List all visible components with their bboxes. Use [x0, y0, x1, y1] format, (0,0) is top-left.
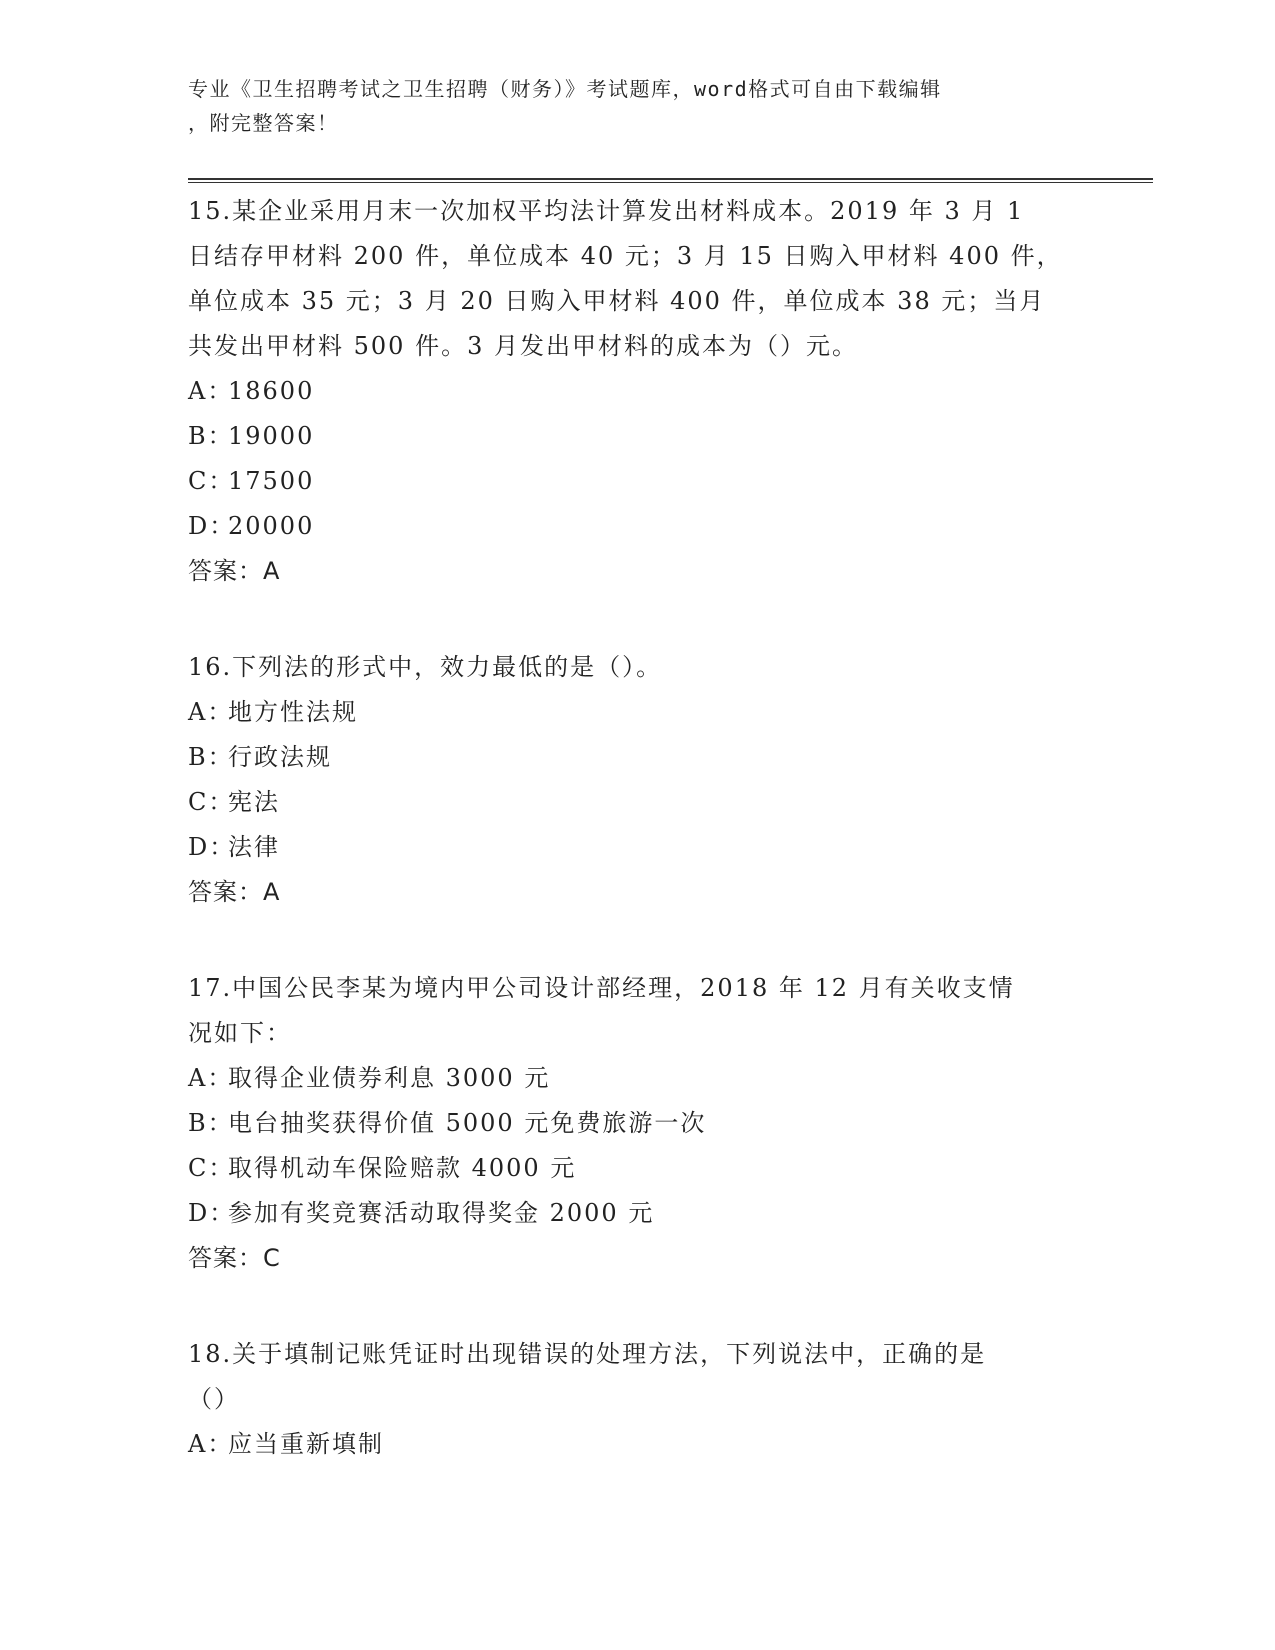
question-spacer — [188, 915, 1153, 960]
stem-line: 17.中国公民李某为境内甲公司设计部经理，2018 年 12 月有关收支情 — [188, 974, 1015, 1002]
option-text: 17500 — [228, 467, 315, 495]
stem-line: 15.某企业采用月末一次加权平均法计算发出材料成本。2019 年 3 月 1 — [188, 197, 1025, 225]
option-text: 行政法规 — [228, 743, 332, 771]
option-d — [188, 825, 1153, 870]
option-a — [188, 1056, 1153, 1101]
header-line-1: 专业《卫生招聘考试之卫生招聘（财务）》考试题库，word格式可自由下载编辑 — [188, 77, 942, 101]
question-stem — [188, 645, 1078, 690]
stem-line: 单位成本 35 元；3 月 20 日购入甲材料 400 件，单位成本 38 元；当月 — [188, 287, 1046, 315]
option-key: B： — [188, 743, 234, 771]
question-spacer — [188, 1281, 1153, 1326]
option-text: 18600 — [228, 377, 315, 405]
document-header — [188, 72, 1068, 140]
answer-line: 答案：C — [188, 1244, 281, 1272]
option-text: 取得企业债券利息 3000 元 — [228, 1064, 551, 1092]
option-text: 地方性法规 — [228, 698, 358, 726]
option-a — [188, 369, 1153, 414]
option-key: A： — [188, 698, 234, 726]
option-d — [188, 504, 1153, 549]
option-key: A： — [188, 1064, 234, 1092]
option-d — [188, 1191, 1153, 1236]
option-text: 参加有奖竞赛活动取得奖金 2000 元 — [228, 1199, 655, 1227]
question-18 — [188, 1332, 1153, 1467]
question-spacer — [188, 594, 1153, 639]
option-a — [188, 1422, 1153, 1467]
option-text: 电台抽奖获得价值 5000 元免费旅游一次 — [228, 1109, 707, 1137]
option-text: 19000 — [228, 422, 315, 450]
question-stem — [188, 1332, 1078, 1422]
option-key: B： — [188, 1109, 234, 1137]
question-stem — [188, 966, 1078, 1056]
option-text: 取得机动车保险赔款 4000 元 — [228, 1154, 577, 1182]
option-key: D： — [188, 512, 236, 540]
question-16 — [188, 645, 1153, 915]
question-17 — [188, 966, 1153, 1281]
stem-line: 16.下列法的形式中，效力最低的是（）。 — [188, 653, 663, 681]
option-key: D： — [188, 1199, 236, 1227]
option-c — [188, 780, 1153, 825]
option-b — [188, 735, 1153, 780]
stem-line: 日结存甲材料 200 件，单位成本 40 元；3 月 15 日购入甲材料 400 件， — [188, 242, 1063, 270]
option-key: C： — [188, 1154, 235, 1182]
answer-line: 答案：A — [188, 557, 281, 585]
header-line-2: ，附完整答案！ — [188, 111, 339, 135]
option-b — [188, 414, 1153, 459]
option-text: 法律 — [228, 833, 280, 861]
option-key: A： — [188, 377, 234, 405]
option-b — [188, 1101, 1153, 1146]
question-15 — [188, 189, 1153, 594]
stem-line: 18.关于填制记账凭证时出现错误的处理方法，下列说法中，正确的是 — [188, 1340, 987, 1368]
option-key: A： — [188, 1430, 234, 1458]
header-divider — [188, 178, 1153, 183]
option-text: 20000 — [228, 512, 315, 540]
option-key: C： — [188, 788, 235, 816]
stem-line: （） — [188, 1385, 240, 1413]
stem-line: 况如下： — [188, 1019, 292, 1047]
document-page — [188, 72, 1153, 1467]
option-c — [188, 459, 1153, 504]
option-key: D： — [188, 833, 236, 861]
option-a — [188, 690, 1153, 735]
option-c — [188, 1146, 1153, 1191]
option-text: 应当重新填制 — [228, 1430, 384, 1458]
stem-line: 共发出甲材料 500 件。3 月发出甲材料的成本为（）元。 — [188, 332, 858, 360]
answer-line: 答案：A — [188, 878, 281, 906]
option-key: B： — [188, 422, 234, 450]
option-text: 宪法 — [228, 788, 280, 816]
option-key: C： — [188, 467, 235, 495]
question-stem — [188, 189, 1078, 369]
